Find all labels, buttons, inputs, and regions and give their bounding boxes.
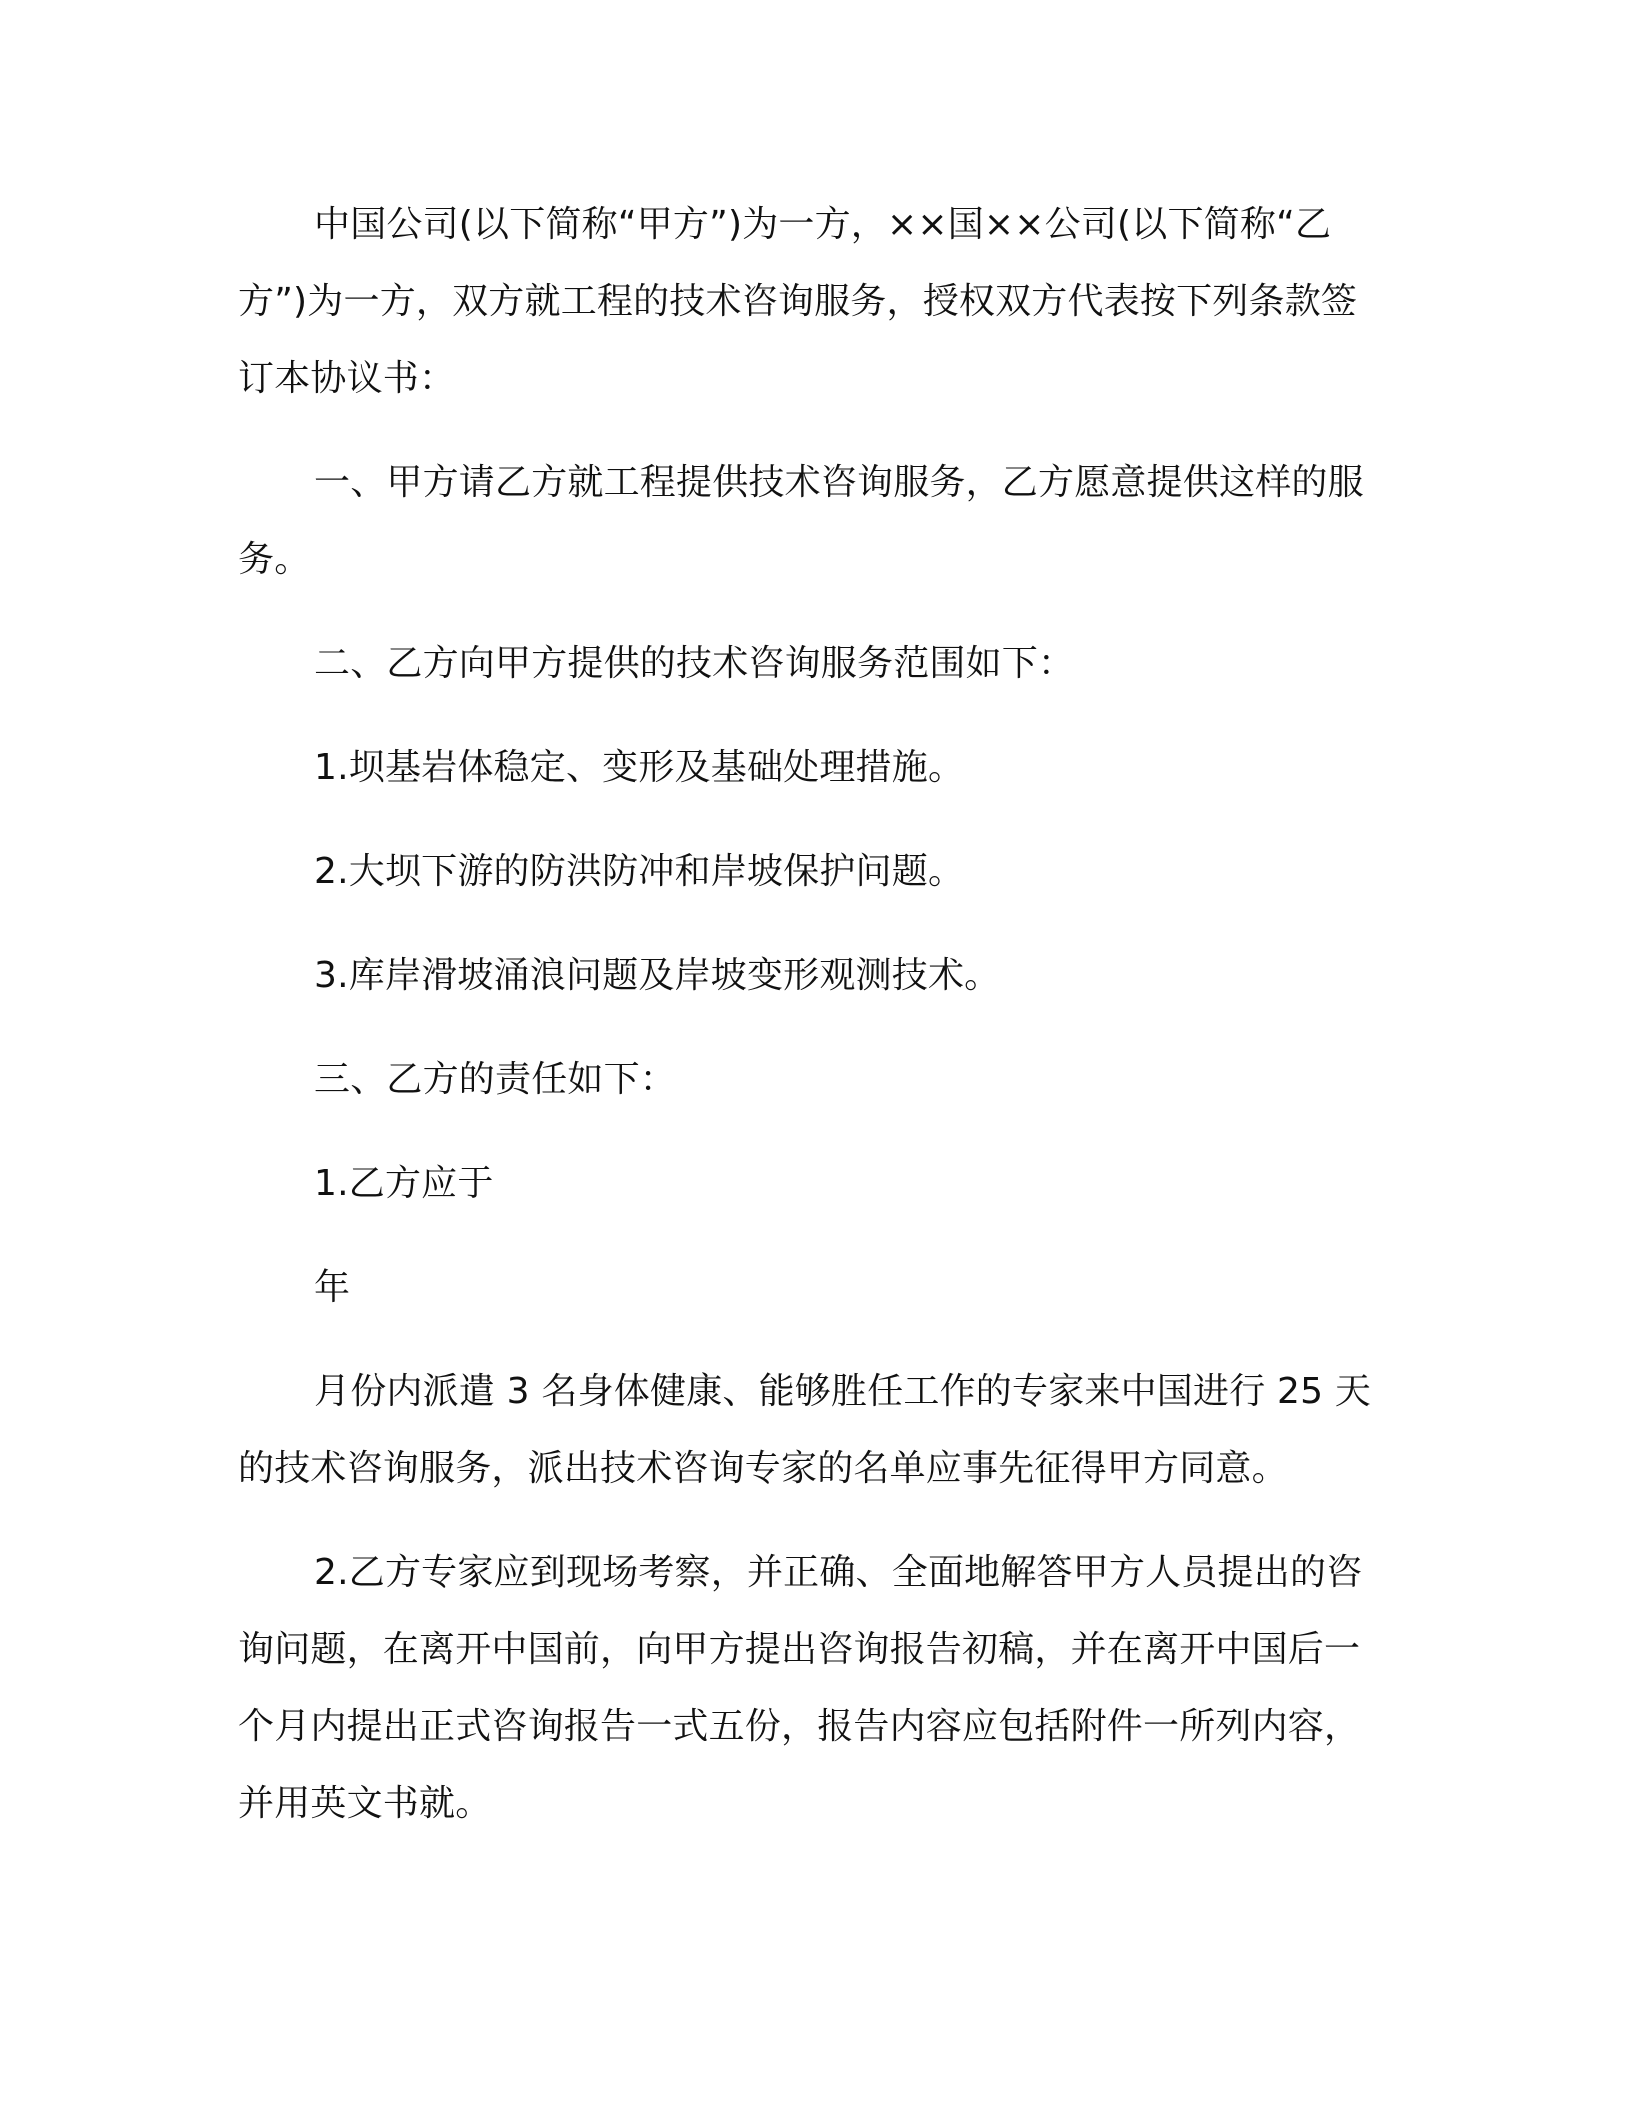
paragraph-clause-3-item-1-start: 1.乙方应于 [314, 1163, 494, 1204]
agreement-body [238, 186, 1388, 1869]
paragraph-clause-3-item-2: 2.乙方专家应到现场考察，并正确、全面地解答甲方人员提出的咨询问题，在离开中国前，向甲方提出咨询报告初稿，并在离开中国后一个月内提出正式咨询报告一式五份，报告内容应包括附件一所列内容，并用英文书就。 [238, 1552, 1363, 1824]
paragraph-clause-1: 一、甲方请乙方就工程提供技术咨询服务，乙方愿意提供这样的服务。 [238, 462, 1364, 580]
paragraph-clause-2-item-3: 3.库岸滑坡涌浪问题及岸坡变形观测技术。 [314, 955, 1001, 996]
paragraph-clause-3-item-1-continued: 月份内派遣 3 名身体健康、能够胜任工作的专家来中国进行 25 天的技术咨询服务，派出技术咨询专家的名单应事先征得甲方同意。 [238, 1371, 1372, 1489]
paragraph-preamble: 中国公司(以下简称“甲方”)为一方，××国××公司(以下简称“乙方”)为一方，双方就工程的技术咨询服务，授权双方代表按下列条款签订本协议书： [238, 204, 1358, 399]
paragraph-year-fragment: 年 [314, 1267, 351, 1308]
paragraph-clause-2-item-2: 2.大坝下游的防洪防冲和岸坡保护问题。 [314, 851, 965, 892]
paragraph-clause-3-heading: 三、乙方的责任如下： [314, 1059, 677, 1100]
paragraph-clause-2-item-1: 1.坝基岩体稳定、变形及基础处理措施。 [314, 747, 965, 788]
paragraph-clause-2-heading: 二、乙方向甲方提供的技术咨询服务范围如下： [314, 643, 1075, 684]
